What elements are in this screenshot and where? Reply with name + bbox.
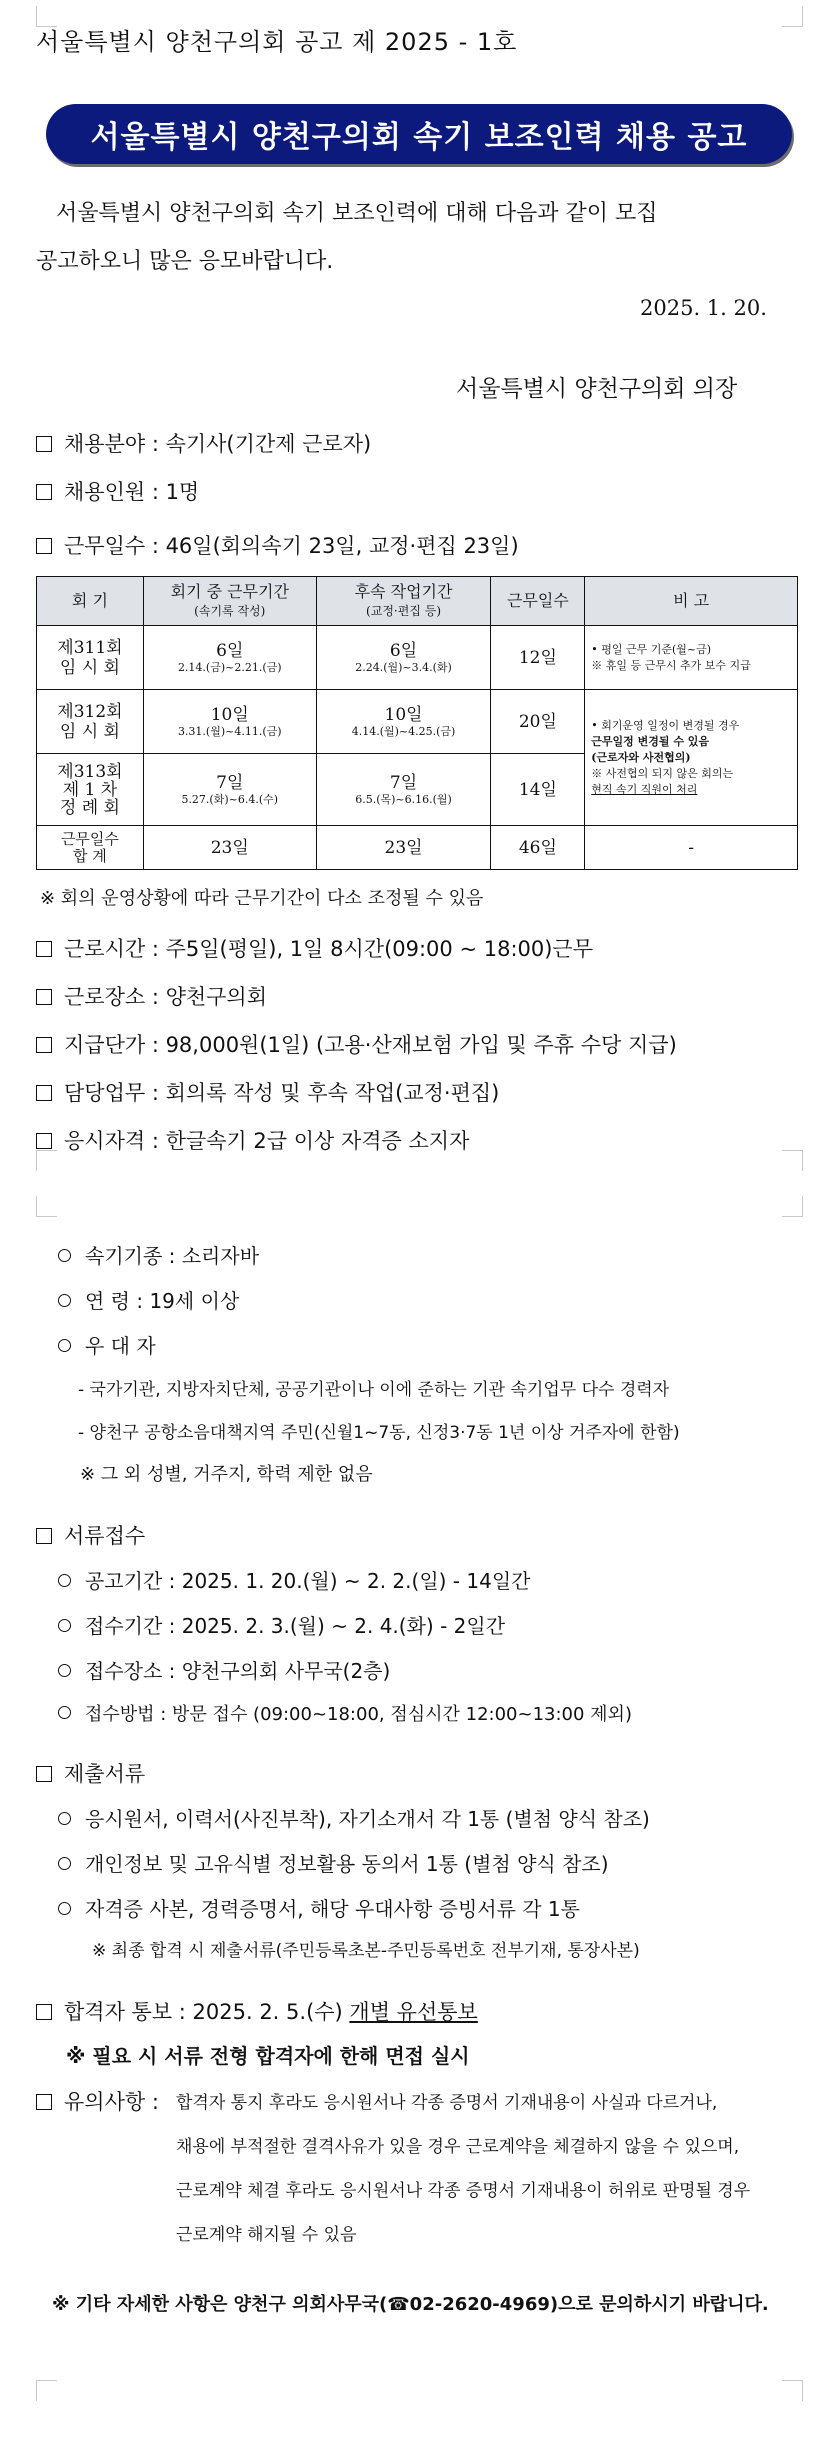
sum-follow-cell: 23일	[316, 826, 491, 870]
headcount-item: 채용인원 : 1명	[36, 476, 199, 506]
checkbox-icon	[36, 2004, 52, 2020]
sum-remark-cell: -	[585, 826, 798, 870]
remark-cell: • 평일 근무 기준(월~금) ※ 휴일 등 근무시 추가 보수 지급	[585, 626, 798, 690]
period-cell: 10일 3.31.(월)~4.11.(금)	[143, 690, 316, 754]
pass-notice-item: 합격자 통보 : 2025. 2. 5.(수) 개별 유선통보	[36, 1996, 478, 2026]
intro-line-2: 공고하오니 많은 응모바랍니다.	[36, 249, 334, 274]
circle-bullet-icon	[58, 1619, 71, 1632]
crop-mark	[782, 2380, 803, 2401]
notice-period-item: 공고기간 : 2025. 1. 20.(월) ~ 2. 2.(일) - 14일간	[58, 1565, 530, 1594]
follow-cell: 10일 4.14.(월)~4.25.(금)	[316, 690, 491, 754]
checkbox-icon	[36, 1037, 52, 1053]
age-item: 연 령 : 19세 이상	[58, 1285, 239, 1314]
days-cell: 20일	[491, 690, 585, 754]
receipt-heading: 서류접수	[36, 1520, 145, 1550]
crop-mark	[36, 1196, 57, 1217]
receipt-method-item: 접수방법 : 방문 접수 (09:00~18:00, 점심시간 12:00~13:00 제외)	[58, 1700, 632, 1726]
field-item: 채용분야 : 속기사(기간제 근로자)	[36, 428, 371, 458]
header-remark: 비 고	[585, 577, 798, 626]
preference-2: - 양천구 공항소음대책지역 주민(신월1~7동, 신정3·7동 1년 이상 거주자에 한함)	[78, 1423, 680, 1443]
place-item: 근로장소 : 양천구의회	[36, 981, 267, 1011]
header-period: 회기 중 근무기간 (속기록 작성)	[143, 577, 316, 626]
table-row	[37, 626, 798, 690]
interview-note: ※ 필요 시 서류 전형 합격자에 한해 면접 실시	[66, 2044, 470, 2068]
checkbox-icon	[36, 1528, 52, 1544]
checkbox-icon	[36, 1085, 52, 1101]
caution-line-1: 합격자 통지 후라도 응시원서나 각종 증명서 기재내용이 사실과 다르거나,	[176, 2093, 718, 2113]
days-cell: 12일	[491, 626, 585, 690]
circle-bullet-icon	[58, 1812, 71, 1825]
checkbox-icon	[36, 538, 52, 554]
session-cell: 제311회 임 시 회	[37, 626, 144, 690]
caution-heading: 유의사항 :	[36, 2086, 159, 2116]
machine-item: 속기기종 : 소리자바	[58, 1240, 259, 1269]
preference-item: 우 대 자	[58, 1330, 156, 1359]
table-header-row	[37, 577, 798, 626]
circle-bullet-icon	[58, 1294, 71, 1307]
circle-bullet-icon	[58, 1339, 71, 1352]
schedule-table	[36, 576, 798, 870]
sum-label-cell: 근무일수 합 계	[37, 826, 144, 870]
workdays-item: 근무일수 : 46일(회의속기 23일, 교정·편집 23일)	[36, 530, 519, 560]
document-3: 자격증 사본, 경력증명서, 해당 우대사항 증빙서류 각 1통	[58, 1893, 580, 1922]
period-cell: 7일 5.27.(화)~6.4.(수)	[143, 754, 316, 826]
issuer: 서울특별시 양천구의회 의장	[456, 376, 738, 402]
remark-cell: • 회기운영 일정이 변경될 경우 근무일정 변경될 수 있음 (근로자와 사전협의) ※ 사전협의 되지 않은 회의는 현직 속기 직원이 처리	[585, 690, 798, 826]
checkbox-icon	[36, 436, 52, 452]
documents-heading: 제출서류	[36, 1758, 145, 1788]
crop-mark	[782, 1196, 803, 1217]
follow-cell: 6일 2.24.(월)~3.4.(화)	[316, 626, 491, 690]
table-sum-row	[37, 826, 798, 870]
circle-bullet-icon	[58, 1902, 71, 1915]
crop-mark	[36, 2380, 57, 2401]
preference-1: - 국가기관, 지방자치단체, 공공기관이나 이에 준하는 기관 속기업무 다수 경력자	[78, 1380, 670, 1400]
caution-line-2: 채용에 부적절한 결격사유가 있을 경우 근로계약을 체결하지 않을 수 있으며,	[176, 2137, 740, 2157]
receipt-period-item: 접수기간 : 2025. 2. 3.(월) ~ 2. 4.(화) - 2일간	[58, 1610, 505, 1639]
sum-days-cell: 46일	[491, 826, 585, 870]
intro-line-1: 서울특별시 양천구의회 속기 보조인력에 대해 다음과 같이 모집	[56, 201, 658, 226]
document-1: 응시원서, 이력서(사진부착), 자기소개서 각 1통 (별첨 양식 참조)	[58, 1803, 650, 1832]
receipt-place-item: 접수장소 : 양천구의회 사무국(2층)	[58, 1655, 390, 1684]
caution-line-4: 근로계약 해지될 수 있음	[176, 2225, 357, 2245]
qualification-item: 응시자격 : 한글속기 2급 이상 자격증 소지자	[36, 1125, 469, 1155]
footer-contact: ※ 기타 자세한 사항은 양천구 의회사무국(☎02-2620-4969)으로 문의하시기 바랍니다.	[52, 2294, 769, 2315]
session-cell: 제313회 제 1 차 정 례 회	[37, 754, 144, 826]
header-session: 회 기	[37, 577, 144, 626]
table-row	[37, 690, 798, 754]
checkbox-icon	[36, 989, 52, 1005]
header-follow: 후속 작업기간 (교정·편집 등)	[316, 577, 491, 626]
days-cell: 14일	[491, 754, 585, 826]
document-note: ※ 최종 합격 시 제출서류(주민등록초본-주민등록번호 전부기재, 통장사본)	[92, 1941, 640, 1961]
follow-cell: 7일 6.5.(목)~6.16.(월)	[316, 754, 491, 826]
checkbox-icon	[36, 1133, 52, 1149]
table-note: ※ 회의 운영상황에 따라 근무기간이 다소 조정될 수 있음	[40, 888, 484, 909]
document-2: 개인정보 및 고유식별 정보활용 동의서 1통 (별첨 양식 참조)	[58, 1848, 609, 1877]
hours-item: 근로시간 : 주5일(평일), 1일 8시간(09:00 ~ 18:00)근무	[36, 933, 593, 963]
checkbox-icon	[36, 1766, 52, 1782]
circle-bullet-icon	[58, 1249, 71, 1262]
sum-period-cell: 23일	[143, 826, 316, 870]
pay-item: 지급단가 : 98,000원(1일) (고용·산재보험 가입 및 주휴 수당 지급)	[36, 1029, 677, 1059]
period-cell: 6일 2.14.(금)~2.21.(금)	[143, 626, 316, 690]
session-cell: 제312회 임 시 회	[37, 690, 144, 754]
caution-line-3: 근로계약 체결 후라도 응시원서나 각종 증명서 기재내용이 허위로 판명될 경우	[176, 2181, 751, 2201]
checkbox-icon	[36, 2094, 52, 2110]
page-title: 서울특별시 양천구의회 속기 보조인력 채용 공고	[46, 104, 792, 164]
circle-bullet-icon	[58, 1857, 71, 1870]
preference-3: ※ 그 외 성별, 거주지, 학력 제한 없음	[80, 1464, 373, 1485]
header-days: 근무일수	[491, 577, 585, 626]
checkbox-icon	[36, 484, 52, 500]
crop-mark	[782, 6, 803, 27]
circle-bullet-icon	[58, 1664, 71, 1677]
circle-bullet-icon	[58, 1706, 71, 1719]
checkbox-icon	[36, 941, 52, 957]
announcement-date: 2025. 1. 20.	[640, 296, 767, 320]
crop-mark	[782, 1150, 803, 1171]
announcement-number: 서울특별시 양천구의회 공고 제 2025 - 1호	[36, 28, 518, 56]
circle-bullet-icon	[58, 1574, 71, 1587]
duty-item: 담당업무 : 회의록 작성 및 후속 작업(교정·편집)	[36, 1077, 499, 1107]
